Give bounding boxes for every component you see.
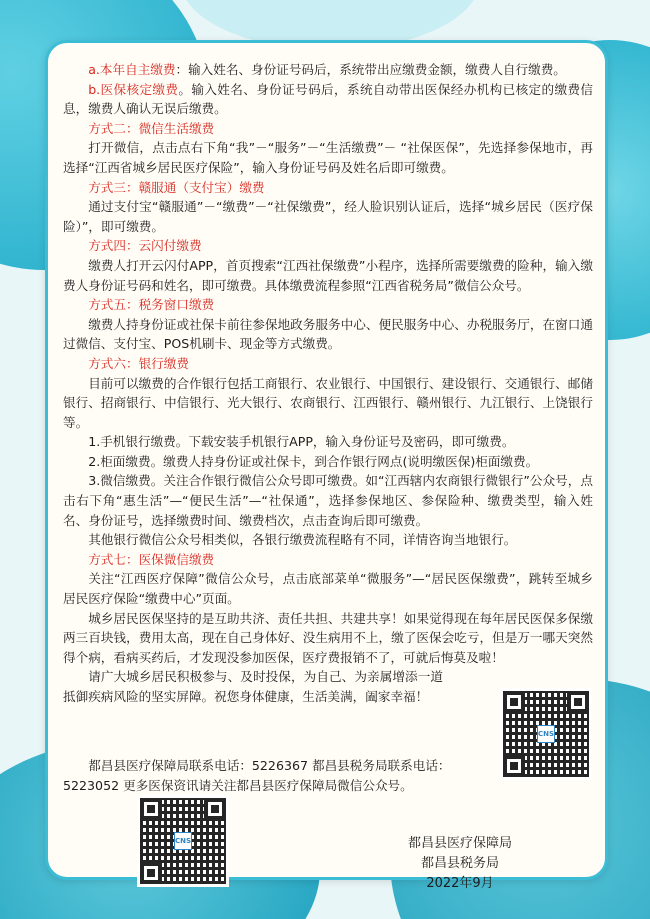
qr-pattern	[503, 691, 589, 777]
method-6-intro: 目前可以缴费的合作银行包括工商银行、农业银行、中国银行、建设银行、交通银行、邮储银行、招商银行、中信银行、光大银行、农商银行、江西银行、赣州银行、九江银行、上饶银行等。	[63, 375, 593, 430]
method-7-body: 关注“江西医疗保障”微信公众号，点击底部菜单“微服务”—“居民医保缴费”，跳转至城乡居民医疗保险“缴费中心”页面。	[63, 571, 593, 607]
method-6-step3: 3.微信缴费。关注合作银行微信公众号即可缴费。如“江西辖内农商银行微银行”公众号，点击右下角“惠生活”—“便民生活”—“社保通”，选择参保地区、参保险种、缴费类型，输入姓名、身份证号，选择缴费时间、缴费档次，点击查询后即可缴费。	[63, 473, 593, 528]
method-6-title: 方式六：银行缴费	[88, 355, 189, 371]
qr-pattern	[140, 798, 226, 884]
method-6-step1: 1.手机银行缴费。下载安装手机银行APP，输入身份证号及密码，即可缴费。	[88, 434, 515, 450]
item-b-text: 。输入姓名、身份证号码后，系统自动带出医保经办机构已核定的缴费信息，缴费人确认无误后缴费。	[63, 81, 593, 117]
qr-finder	[567, 691, 589, 713]
closing-paragraph-1: 城乡居民医保坚持的是互助共济、责任共担、共建共享！如果觉得现在每年居民医保多保缴两三百块钱，费用太高，现在自己身体好、没生病用不上，缴了医保会吃亏，但是万一哪天突然得个病，看病买药后，才发现没参加医保，医疗费报销不了，可就后悔莫及啦！	[63, 610, 593, 665]
item-a-label: a.本年自主缴费	[88, 62, 176, 77]
contact-text: 都昌县医疗保障局联系电话：5226367 都昌县税务局联系电话：5223052 更多医保资讯请关注都昌县医疗保障局微信公众号。	[63, 758, 451, 793]
method-5-title: 方式五：税务窗口缴费	[88, 297, 215, 313]
item-b	[63, 80, 593, 119]
method-5-body: 缴费人持身份证或社保卡前往参保地政务服务中心、便民服务中心、办税服务厅，在窗口通过微信、支付宝、POS机刷卡、现金等方式缴费。	[63, 316, 593, 352]
method-4-body: 缴费人打开云闪付APP，首页搜索“江西社保缴费”小程序，选择所需要缴费的险种，输入缴费人身份证号码和姓名，即可缴费。具体缴费流程参照“江西省税务局”微信公众号。	[63, 257, 593, 293]
signature-org-2: 都昌县税务局	[420, 856, 499, 871]
item-a	[63, 60, 593, 80]
document-body	[63, 60, 593, 707]
qr-finder	[204, 798, 226, 820]
method-7-title: 方式七：医保微信缴费	[88, 551, 215, 567]
qr-logo-icon: CNS	[537, 725, 554, 742]
method-2-body: 打开微信，点击点右下角“我”－“服务”－“生活缴费”－ “社保医保”，先选择参保地市，再选择“江西省城乡居民医疗保险”，输入身份证号码及姓名后即可缴费。	[63, 140, 593, 175]
signature-date: 2022年9月	[426, 876, 494, 891]
qr-finder	[140, 798, 162, 820]
method-3-body: 通过支付宝“赣服通”－“缴费”－“社保缴费”，经人脸识别认证后，选择“城乡居民（医疗保险）”，即可缴费。	[63, 199, 593, 234]
item-a-text: ：输入姓名、身份证号码后，系统带出应缴费金额，缴费人自行缴费。	[175, 62, 566, 77]
closing-paragraph-2: 请广大城乡居民积极参与、及时投保，为自己、为亲属增添一道抵御疾病风险的坚实屏障。祝您身体健康，生活美满，阖家幸福！	[63, 669, 443, 704]
qr-finder	[503, 755, 525, 777]
qr-finder	[503, 691, 525, 713]
qr-logo-icon: CNS	[174, 832, 191, 849]
method-4-title: 方式四：云闪付缴费	[88, 238, 202, 254]
qr-code-right[interactable]	[500, 688, 592, 780]
method-6-step2: 2.柜面缴费。缴费人持身份证或社保卡，到合作银行网点(说明缴医保)柜面缴费。	[88, 453, 539, 469]
method-3-title: 方式三：赣服通（支付宝）缴费	[88, 179, 265, 195]
qr-code-left[interactable]	[137, 795, 229, 887]
method-2-title: 方式二：微信生活缴费	[88, 120, 215, 136]
method-6-other: 其他银行微信公众号相类似，各银行缴费流程略有不同，详情咨询当地银行。	[88, 532, 517, 548]
signature-org-1: 都昌县医疗保障局	[407, 836, 512, 851]
item-b-label: b.医保核定缴费	[88, 81, 179, 97]
qr-finder	[140, 862, 162, 884]
contact-info	[63, 756, 503, 795]
